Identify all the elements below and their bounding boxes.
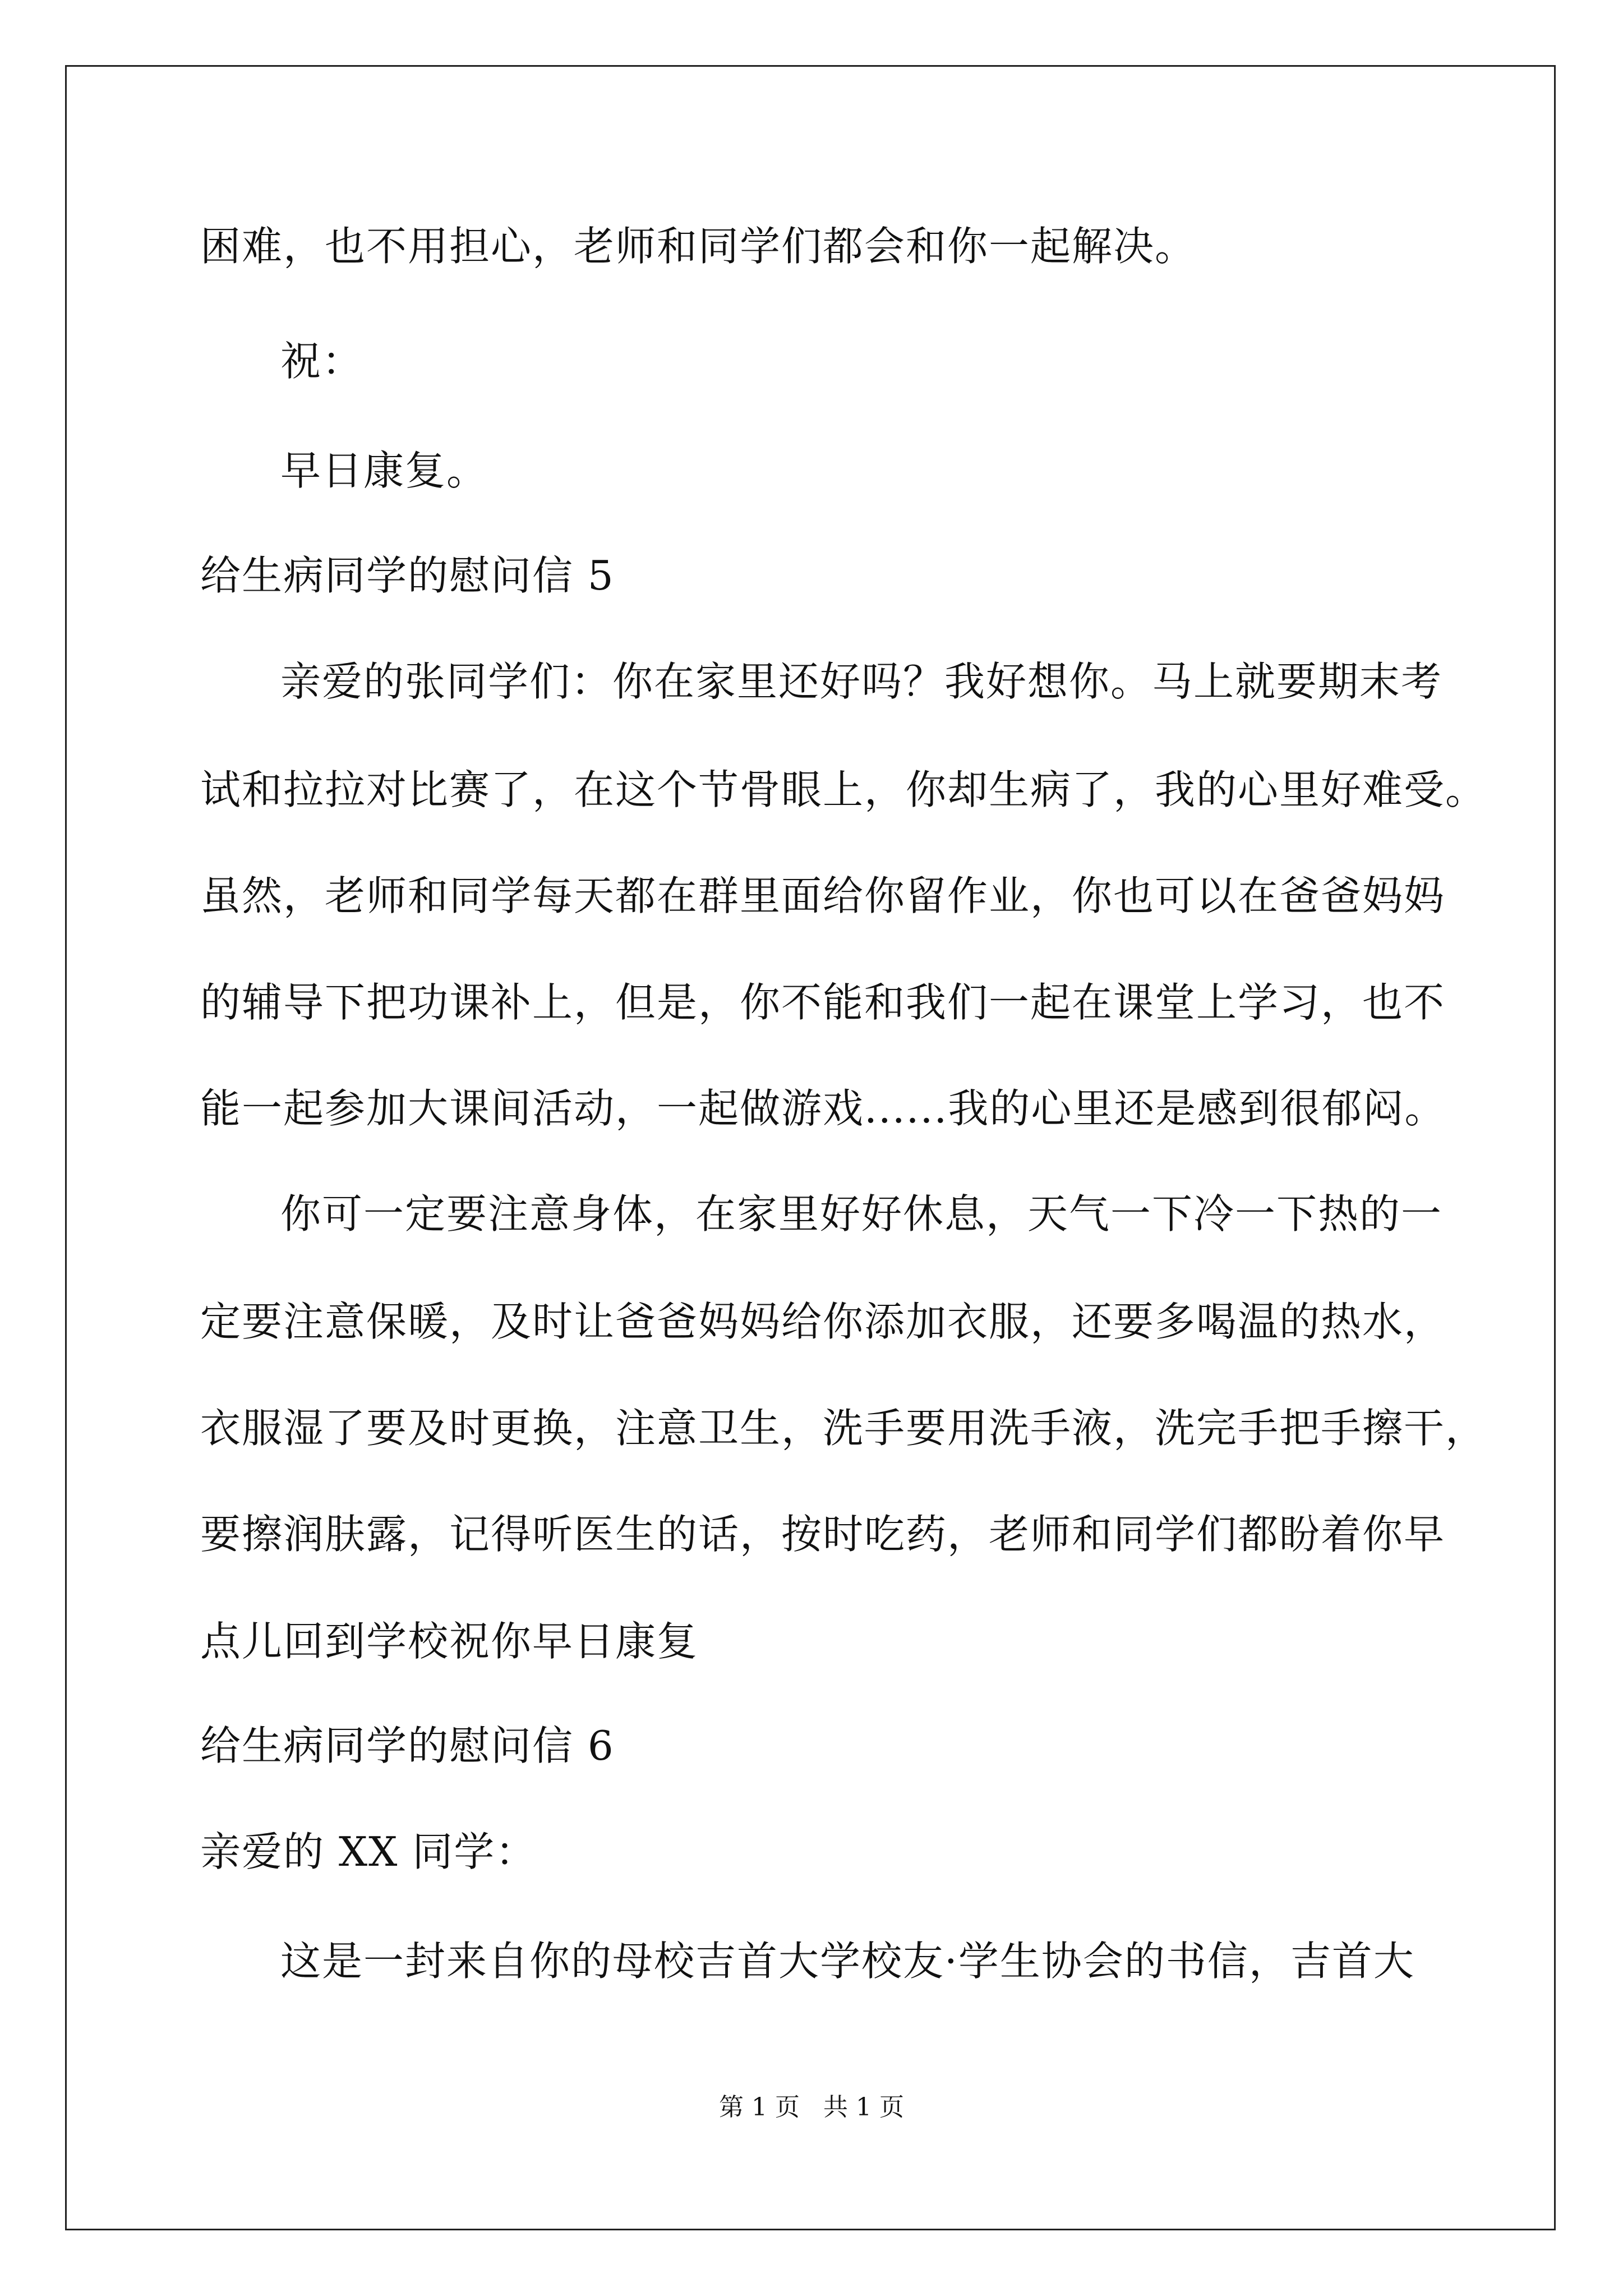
closing-wish-label: 祝： — [280, 338, 364, 385]
body-line-11: 点儿回到学校祝你早日康复 — [200, 1618, 699, 1665]
body-line-12: 这是一封来自你的母校吉首大学校友·学生协会的书信，吉首大 — [280, 1938, 1415, 1985]
body-line-2: 亲爱的张同学们：你在家里还好吗？我好想你。马上就要期末考 — [280, 658, 1443, 705]
body-line-4: 虽然，老师和同学每天都在群里面给你留作业，你也可以在爸爸妈妈 — [200, 872, 1446, 919]
body-line-8: 定要注意保暖，及时让爸爸妈妈给你添加衣服，还要多喝温的热水， — [200, 1298, 1446, 1345]
body-line-3: 试和拉拉对比赛了，在这个节骨眼上，你却生病了，我的心里好难受。 — [200, 766, 1487, 813]
letter-heading-6: 给生病同学的慰问信 6 — [200, 1722, 615, 1769]
body-line-1: 困难，也不用担心，老师和同学们都会和你一起解决。 — [200, 223, 1197, 270]
body-line-6: 能一起参加大课间活动，一起做游戏......我的心里还是感到很郁闷。 — [200, 1085, 1446, 1132]
page-number-footer: 第 1 页 共 1 页 — [719, 2093, 904, 2122]
letter-heading-5: 给生病同学的慰问信 5 — [200, 552, 615, 599]
body-line-7: 你可一定要注意身体，在家里好好休息，天气一下冷一下热的一 — [280, 1190, 1443, 1237]
body-line-9: 衣服湿了要及时更换，注意卫生，洗手要用洗手液，洗完手把手擦干， — [200, 1405, 1487, 1452]
closing-wish-text: 早日康复。 — [280, 447, 488, 494]
salutation: 亲爱的 XX 同学： — [200, 1828, 537, 1875]
body-line-5: 的辅导下把功课补上，但是，你不能和我们一起在课堂上学习，也不 — [200, 979, 1446, 1026]
page-border — [65, 65, 1556, 2230]
body-line-10: 要擦润肤露，记得听医生的话，按时吃药，老师和同学们都盼着你早 — [200, 1511, 1446, 1558]
